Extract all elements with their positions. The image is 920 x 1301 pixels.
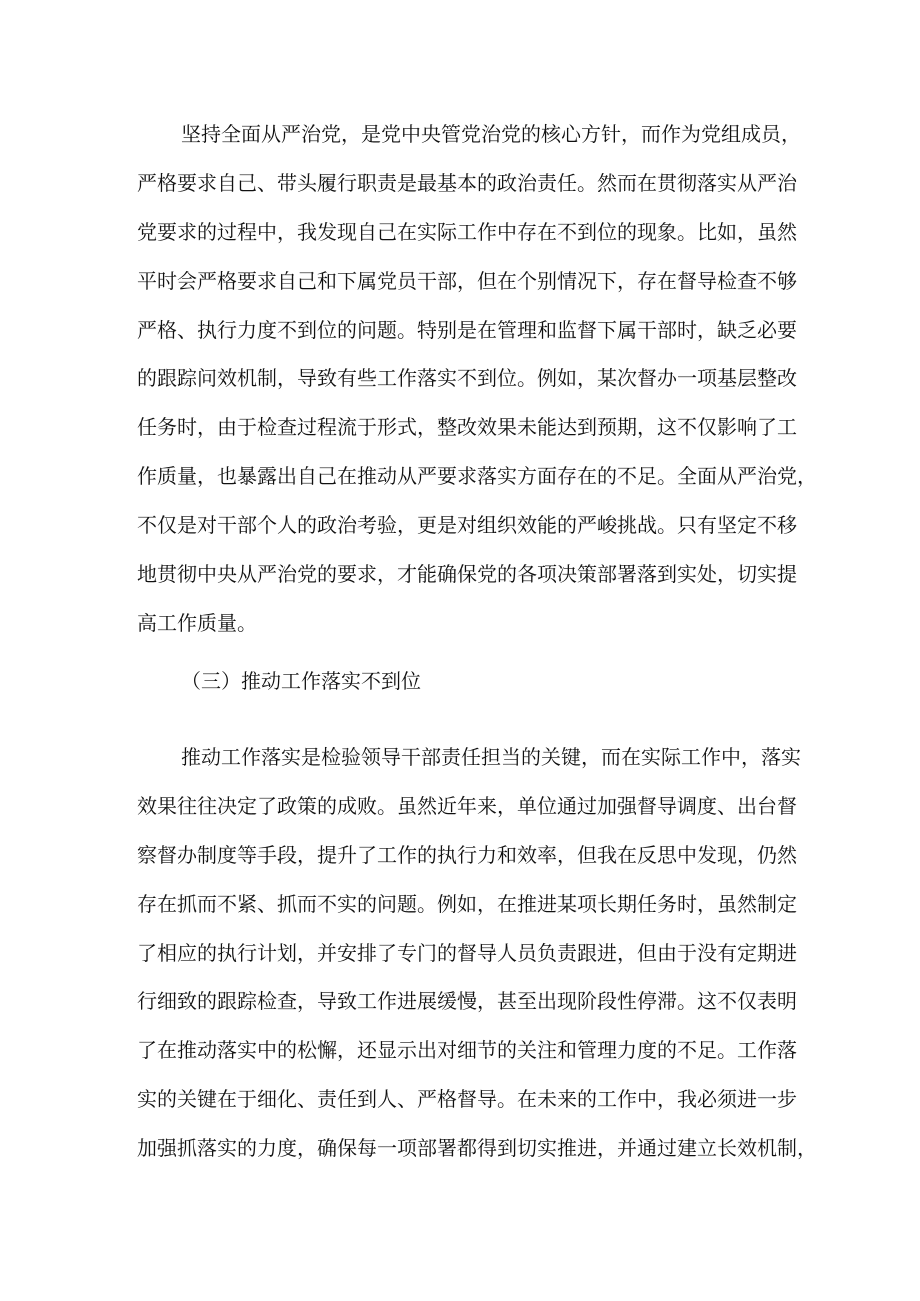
paragraph-line: 实的关键在于细化、责任到人、严格督导。在未来的工作中，我必须进一步 [137, 1087, 797, 1112]
paragraph-line: 地贯彻中央从严治党的要求，才能确保党的各项决策部署落到实处，切实提 [137, 562, 797, 587]
paragraph-line: 加强抓落实的力度，确保每一项部署都得到切实推进，并通过建立长效机制， [137, 1136, 817, 1161]
paragraph-line: 存在抓而不紧、抓而不实的问题。例如，在推进某项长期任务时，虽然制定 [137, 891, 797, 916]
paragraph-line: 任务时，由于检查过程流于形式，整改效果未能达到预期，这不仅影响了工 [137, 415, 797, 440]
paragraph-line: 的跟踪问效机制，导致有些工作落实不到位。例如，某次督办一项基层整改 [137, 366, 797, 391]
paragraph-line: 效果往往决定了政策的成败。虽然近年来，单位通过加强督导调度、出台督 [137, 793, 797, 818]
paragraph-line: 推动工作落实是检验领导干部责任担当的关键，而在实际工作中，落实 [181, 745, 801, 769]
paragraph-line: 严格要求自己、带头履行职责是最基本的政治责任。然而在贯彻落实从严治 [137, 170, 797, 195]
paragraph-line: 平时会严格要求自己和下属党员干部，但在个别情况下，存在督导检查不够 [137, 268, 797, 293]
paragraph-line: 高工作质量。 [137, 610, 257, 635]
paragraph-line: 作质量，也暴露出自己在推动从严要求落实方面存在的不足。全面从严治党， [137, 464, 817, 489]
paragraph-line: 不仅是对干部个人的政治考验，更是对组织效能的严峻挑战。只有坚定不移 [137, 513, 797, 538]
paragraph-line: 党要求的过程中，我发现自己在实际工作中存在不到位的现象。比如，虽然 [137, 219, 797, 244]
paragraph-strict-governance [137, 110, 817, 648]
paragraph-work-implementation [137, 733, 817, 1173]
section-heading-block [137, 657, 797, 705]
paragraph-line: 坚持全面从严治党，是党中央管党治党的核心方针，而作为党组成员， [181, 122, 801, 146]
paragraph-line: 严格、执行力度不到位的问题。特别是在管理和监督下属干部时，缺乏必要 [137, 317, 797, 342]
section-heading: （三）推动工作落实不到位 [181, 669, 421, 693]
paragraph-line: 行细致的跟踪检查，导致工作进展缓慢，甚至出现阶段性停滞。这不仅表明 [137, 989, 797, 1014]
paragraph-line: 了在推动落实中的松懈，还显示出对细节的关注和管理力度的不足。工作落 [137, 1038, 797, 1063]
paragraph-line: 了相应的执行计划，并安排了专门的督导人员负责跟进，但由于没有定期进 [137, 940, 797, 965]
paragraph-line: 察督办制度等手段，提升了工作的执行力和效率，但我在反思中发现，仍然 [137, 842, 797, 867]
